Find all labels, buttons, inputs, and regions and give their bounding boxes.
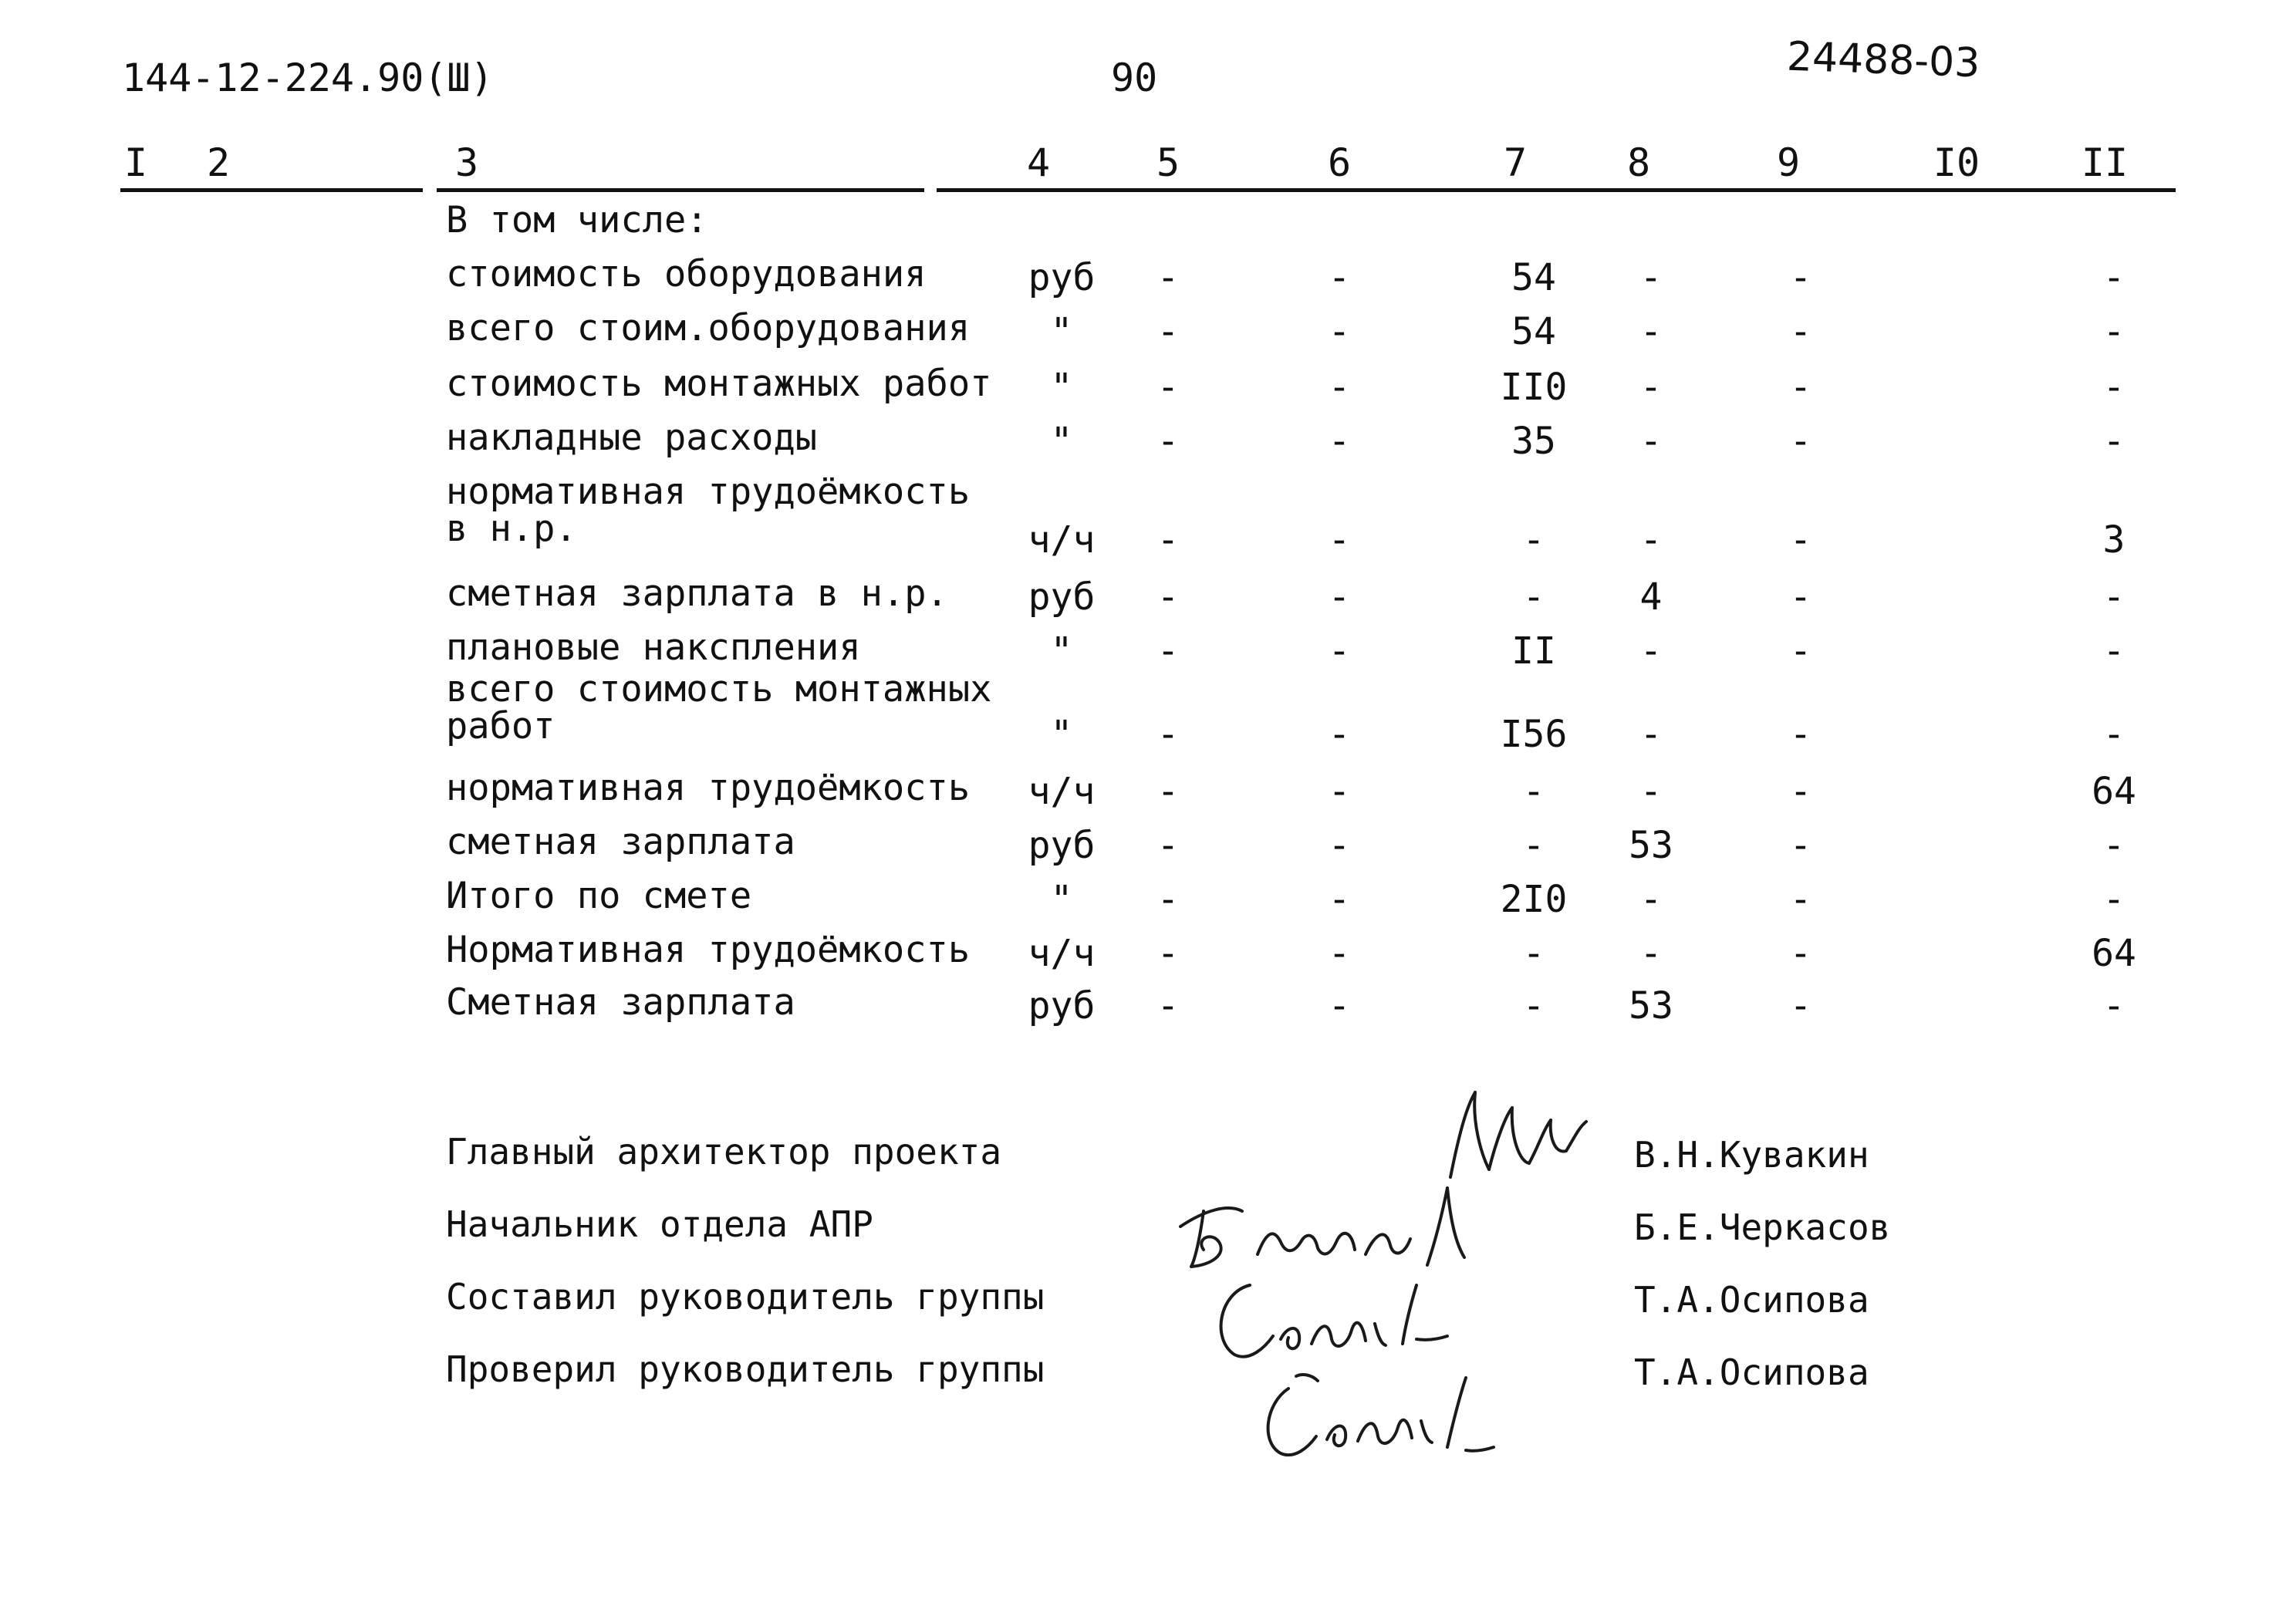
value-cell-c8: -: [1639, 713, 1663, 756]
value-cell-c7: -: [1522, 984, 1545, 1028]
value-cell-c7: -: [1522, 932, 1545, 975]
value-cell-c7: II0: [1500, 366, 1568, 409]
value-cell-c8: -: [1639, 878, 1663, 921]
row-description: Сметная зарплата: [446, 981, 795, 1024]
signature-osipova-2: [1250, 1365, 1497, 1466]
value-cell-c6: -: [1328, 878, 1351, 921]
value-cell-c11: 3: [2102, 518, 2125, 562]
value-cell-c6: -: [1328, 629, 1351, 673]
row-description: Итого по смете: [446, 875, 752, 917]
value-cell-c8: 53: [1629, 984, 1673, 1028]
signature-name: Т.А.Осипова: [1634, 1279, 1869, 1321]
value-cell-c11: -: [2102, 420, 2125, 463]
page-number: 90: [1111, 56, 1158, 100]
signature-name: Т.А.Осипова: [1634, 1351, 1869, 1393]
value-cell-c7: 2I0: [1500, 878, 1568, 921]
value-cell-c6: -: [1328, 366, 1351, 409]
row-description: нормативная трудоёмкость: [446, 471, 971, 513]
value-cell-c9: -: [1789, 420, 1812, 463]
column-header-5: 5: [1156, 140, 1180, 185]
column-header-2: 2: [206, 140, 231, 185]
unit-cell: ": [1050, 310, 1073, 353]
value-cell-c5: -: [1156, 984, 1180, 1028]
column-header-11: II: [2081, 140, 2129, 185]
value-cell-c8: -: [1639, 366, 1663, 409]
value-cell-c8: 4: [1639, 575, 1663, 619]
value-cell-c6: -: [1328, 256, 1351, 299]
value-cell-c7: 54: [1511, 310, 1556, 353]
header-rule-right: [937, 188, 2176, 192]
value-cell-c5: -: [1156, 713, 1180, 756]
value-cell-c11: -: [2102, 824, 2125, 867]
value-cell-c5: -: [1156, 878, 1180, 921]
value-cell-c11: -: [2102, 310, 2125, 353]
row-description: всего стоимость монтажных: [446, 668, 992, 710]
value-cell-c5: -: [1156, 575, 1180, 619]
value-cell-c7: -: [1522, 824, 1545, 867]
value-cell-c8: -: [1639, 770, 1663, 813]
value-cell-c8: -: [1639, 420, 1663, 463]
header-rule-middle: [437, 188, 924, 192]
value-cell-c7: -: [1522, 518, 1545, 562]
value-cell-c9: -: [1789, 256, 1812, 299]
column-header-3: 3: [455, 140, 479, 185]
value-cell-c9: -: [1789, 518, 1812, 562]
value-cell-c6: -: [1328, 518, 1351, 562]
value-cell-c11: 64: [2092, 932, 2136, 975]
value-cell-c5: -: [1156, 932, 1180, 975]
value-cell-c5: -: [1156, 366, 1180, 409]
value-cell-c9: -: [1789, 575, 1812, 619]
signature-name: Б.Е.Черкасов: [1634, 1206, 1891, 1248]
row-description: сметная зарплата в н.р.: [446, 572, 948, 615]
column-header-1: I: [123, 140, 148, 185]
value-cell-c11: -: [2102, 713, 2125, 756]
column-header-10: I0: [1933, 140, 1980, 185]
unit-cell: руб: [1028, 256, 1096, 299]
value-cell-c9: -: [1789, 824, 1812, 867]
value-cell-c6: -: [1328, 420, 1351, 463]
column-header-9: 9: [1776, 140, 1801, 185]
value-cell-c8: 53: [1629, 824, 1673, 867]
unit-cell: ": [1050, 878, 1073, 921]
row-description: плановые накспления: [446, 626, 861, 669]
value-cell-c11: 64: [2092, 770, 2136, 813]
unit-cell: ": [1050, 629, 1073, 673]
unit-cell: ": [1050, 713, 1073, 756]
unit-cell: руб: [1028, 824, 1096, 867]
value-cell-c9: -: [1789, 366, 1812, 409]
value-cell-c6: -: [1328, 984, 1351, 1028]
value-cell-c11: -: [2102, 984, 2125, 1028]
row-description: В том числе:: [446, 199, 708, 241]
value-cell-c6: -: [1328, 575, 1351, 619]
value-cell-c7: -: [1522, 770, 1545, 813]
header-rule-left: [120, 188, 423, 192]
row-description: нормативная трудоёмкость: [446, 767, 971, 809]
stamp-number: 24488-03: [1786, 33, 1981, 87]
value-cell-c5: -: [1156, 256, 1180, 299]
unit-cell: ": [1050, 366, 1073, 409]
value-cell-c7: I56: [1500, 713, 1568, 756]
value-cell-c7: 54: [1511, 256, 1556, 299]
column-header-6: 6: [1327, 140, 1352, 185]
value-cell-c9: -: [1789, 984, 1812, 1028]
signature-name: В.Н.Кувакин: [1634, 1134, 1869, 1176]
value-cell-c5: -: [1156, 824, 1180, 867]
value-cell-c6: -: [1328, 770, 1351, 813]
row-description: в н.р.: [446, 508, 577, 550]
value-cell-c7: 35: [1511, 420, 1556, 463]
signature-role: Главный архитектор проекта: [446, 1131, 1002, 1173]
value-cell-c8: -: [1639, 629, 1663, 673]
row-description: Нормативная трудоёмкость: [446, 929, 971, 971]
row-description: стоимость монтажных работ: [446, 363, 992, 405]
unit-cell: ч/ч: [1028, 518, 1096, 562]
value-cell-c6: -: [1328, 932, 1351, 975]
row-description: накладные расходы: [446, 417, 818, 459]
column-header-4: 4: [1026, 140, 1051, 185]
value-cell-c6: -: [1328, 310, 1351, 353]
value-cell-c7: II: [1511, 629, 1556, 673]
value-cell-c8: -: [1639, 256, 1663, 299]
value-cell-c11: -: [2102, 878, 2125, 921]
value-cell-c8: -: [1639, 310, 1663, 353]
value-cell-c9: -: [1789, 878, 1812, 921]
value-cell-c8: -: [1639, 932, 1663, 975]
value-cell-c9: -: [1789, 932, 1812, 975]
unit-cell: руб: [1028, 984, 1096, 1028]
unit-cell: руб: [1028, 575, 1096, 619]
value-cell-c11: -: [2102, 575, 2125, 619]
unit-cell: ": [1050, 420, 1073, 463]
value-cell-c5: -: [1156, 310, 1180, 353]
value-cell-c7: -: [1522, 575, 1545, 619]
value-cell-c5: -: [1156, 420, 1180, 463]
unit-cell: ч/ч: [1028, 932, 1096, 975]
column-header-7: 7: [1503, 140, 1528, 185]
value-cell-c5: -: [1156, 629, 1180, 673]
signature-role: Составил руководитель группы: [446, 1276, 1045, 1318]
signature-osipova-1: [1204, 1270, 1450, 1370]
value-cell-c8: -: [1639, 518, 1663, 562]
row-description: стоимость оборудования: [446, 253, 927, 295]
value-cell-c5: -: [1156, 770, 1180, 813]
value-cell-c11: -: [2102, 629, 2125, 673]
row-description: всего стоим.оборудования: [446, 307, 971, 349]
signature-role: Начальник отдела АПР: [446, 1203, 873, 1245]
column-header-8: 8: [1626, 140, 1651, 185]
row-description: работ: [446, 705, 555, 747]
value-cell-c9: -: [1789, 770, 1812, 813]
value-cell-c11: -: [2102, 366, 2125, 409]
unit-cell: ч/ч: [1028, 770, 1096, 813]
value-cell-c9: -: [1789, 713, 1812, 756]
value-cell-c5: -: [1156, 518, 1180, 562]
value-cell-c9: -: [1789, 629, 1812, 673]
value-cell-c9: -: [1789, 310, 1812, 353]
value-cell-c6: -: [1328, 824, 1351, 867]
signature-role: Проверил руководитель группы: [446, 1348, 1045, 1390]
row-description: сметная зарплата: [446, 821, 795, 863]
signature-cherkasov: [1173, 1180, 1497, 1281]
value-cell-c6: -: [1328, 713, 1351, 756]
document-code: 144-12-224.90(Ш): [122, 56, 494, 100]
value-cell-c11: -: [2102, 256, 2125, 299]
